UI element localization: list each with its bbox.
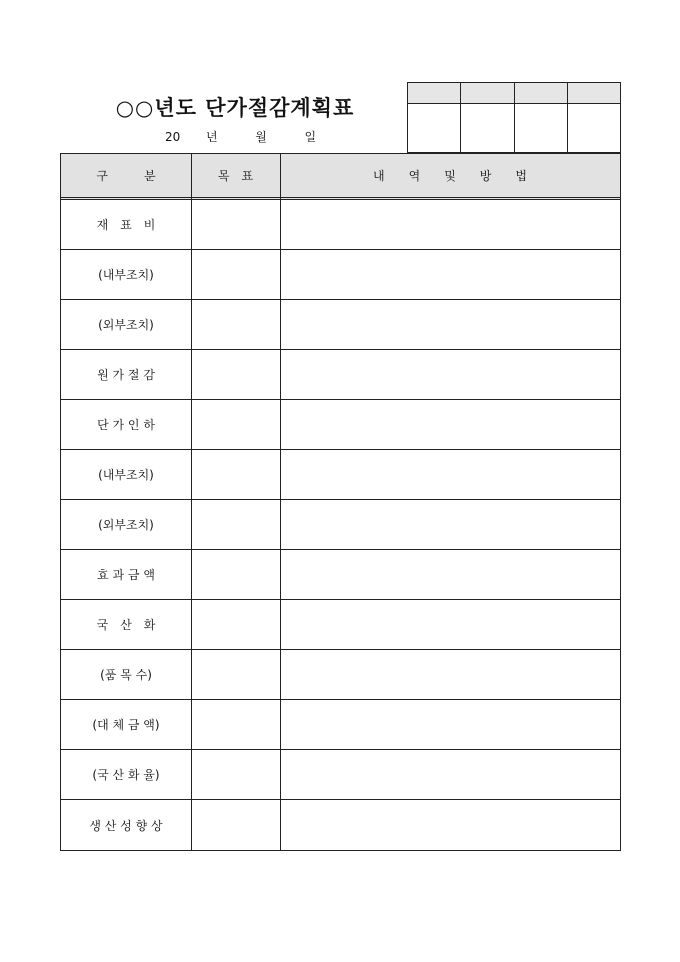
target-cell[interactable] (191, 550, 280, 599)
approval-box[interactable] (568, 83, 620, 152)
header-target: 목 표 (217, 169, 254, 183)
target-cell[interactable] (191, 600, 280, 649)
target-cell[interactable] (191, 200, 280, 249)
approval-box-header (515, 83, 567, 104)
approval-box-signature[interactable] (568, 104, 620, 152)
table-row (61, 450, 620, 500)
row-label: 원 가 절 감 (97, 368, 155, 382)
table-header-row (61, 154, 620, 200)
row-label: (내부조치) (98, 468, 154, 482)
row-label: 단 가 인 하 (97, 418, 155, 432)
row-label: (외부조치) (98, 318, 154, 332)
detail-cell[interactable] (280, 500, 620, 549)
table-row (61, 800, 620, 850)
approval-box[interactable] (408, 83, 461, 152)
target-cell[interactable] (191, 450, 280, 499)
detail-cell[interactable] (280, 250, 620, 299)
table-body (61, 200, 620, 850)
plan-table (60, 153, 621, 851)
detail-cell[interactable] (280, 650, 620, 699)
detail-cell[interactable] (280, 800, 620, 850)
approval-box-header (461, 83, 513, 104)
table-row (61, 350, 620, 400)
row-label: (내부조치) (98, 268, 154, 282)
table-row (61, 250, 620, 300)
row-label: 재 표 비 (96, 218, 156, 232)
header-detail: 내 역 및 방 법 (373, 169, 527, 183)
target-cell[interactable] (191, 300, 280, 349)
column-divider (191, 154, 192, 850)
table-row (61, 200, 620, 250)
row-label: 효 과 금 액 (97, 568, 155, 582)
approval-box[interactable] (515, 83, 568, 152)
table-row (61, 650, 620, 700)
table-row (61, 750, 620, 800)
table-row (61, 400, 620, 450)
date-day-unit: 일 (304, 130, 317, 144)
table-row (61, 300, 620, 350)
row-label: (품 목 수) (100, 668, 152, 682)
target-cell[interactable] (191, 700, 280, 749)
approval-box[interactable] (461, 83, 514, 152)
detail-cell[interactable] (280, 450, 620, 499)
approval-box-header (568, 83, 620, 104)
table-row (61, 700, 620, 750)
date-line (165, 128, 316, 145)
detail-cell[interactable] (280, 400, 620, 449)
row-label: (국 산 화 율) (92, 768, 160, 782)
detail-cell[interactable] (280, 350, 620, 399)
column-divider (280, 154, 281, 850)
row-label: 국 산 화 (96, 618, 156, 632)
target-cell[interactable] (191, 750, 280, 799)
target-cell[interactable] (191, 500, 280, 549)
target-cell[interactable] (191, 250, 280, 299)
table-row (61, 600, 620, 650)
target-cell[interactable] (191, 350, 280, 399)
detail-cell[interactable] (280, 700, 620, 749)
target-cell[interactable] (191, 650, 280, 699)
row-label: (대 체 금 액) (92, 718, 160, 732)
approval-box-signature[interactable] (461, 104, 513, 152)
date-year-prefix: 20 (165, 130, 181, 144)
document-title: ○○년도 단가절감계획표 (115, 95, 355, 120)
detail-cell[interactable] (280, 300, 620, 349)
date-month-unit: 월 (255, 130, 267, 144)
row-label: 생 산 성 향 상 (89, 818, 163, 833)
approval-box-group (407, 82, 621, 153)
detail-cell[interactable] (280, 550, 620, 599)
row-label: (외부조치) (98, 518, 154, 532)
detail-cell[interactable] (280, 600, 620, 649)
approval-box-header (408, 83, 460, 104)
table-row (61, 550, 620, 600)
detail-cell[interactable] (280, 200, 620, 249)
target-cell[interactable] (191, 800, 280, 850)
approval-box-signature[interactable] (408, 104, 460, 152)
date-year-unit: 년 (205, 130, 218, 144)
target-cell[interactable] (191, 400, 280, 449)
header-category: 구 분 (96, 169, 156, 183)
table-row (61, 500, 620, 550)
approval-box-signature[interactable] (515, 104, 567, 152)
detail-cell[interactable] (280, 750, 620, 799)
